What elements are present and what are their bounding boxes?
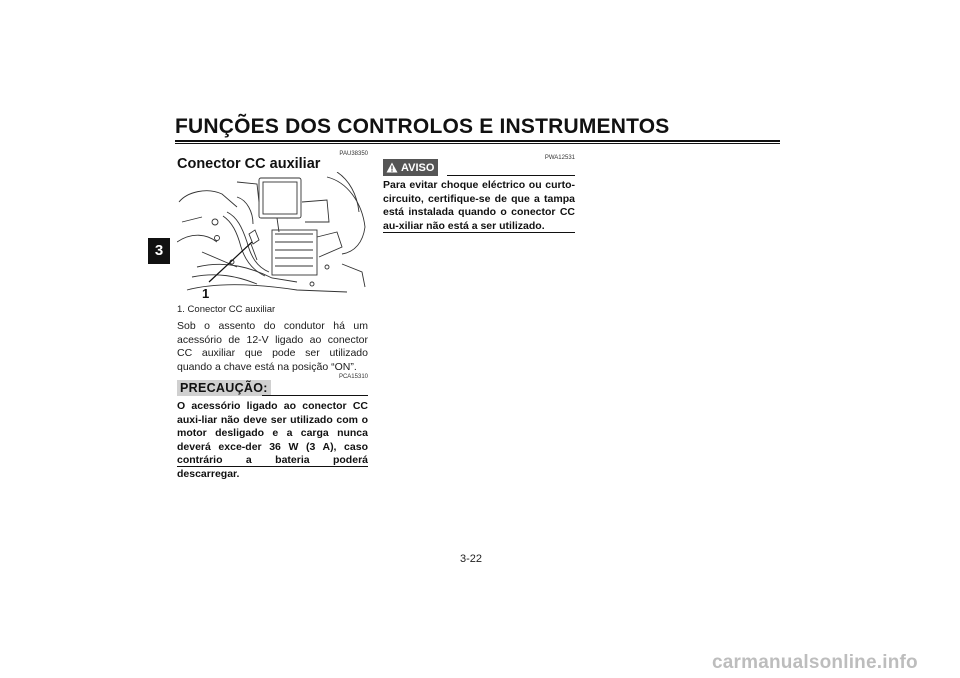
page-header-title: FUNÇÕES DOS CONTROLOS E INSTRUMENTOS (175, 115, 670, 138)
page-number: 3-22 (460, 553, 483, 565)
section-code: PAU38350 (339, 151, 368, 157)
connector-figure (177, 172, 367, 302)
body-paragraph: Sob o assento do condutor há um acessório de 12-V ligado ao conector CC auxiliar que pode ser utilizado quando a chave está na posição “ON”. (177, 320, 368, 373)
warning-code: PWA12531 (544, 155, 575, 161)
section-title: Conector CC auxiliar (177, 156, 321, 172)
warning-label: AVISO (401, 161, 435, 174)
header-rule (175, 140, 780, 144)
figure-callout-label: 1 (202, 286, 210, 301)
chapter-tab: 3 (148, 238, 170, 264)
figure-caption: 1. Conector CC auxiliar (177, 304, 276, 315)
warning-bottom-rule (383, 232, 575, 233)
engine-illustration (177, 172, 367, 302)
warning-badge (383, 159, 438, 176)
caution-rule (262, 395, 368, 396)
watermark: carmanualsonline.info (712, 652, 918, 673)
warning-text: Para evitar choque eléctrico ou curto-circuito, certifique-se de que a tampa está instalada quando o conector CC au-xiliar não está a ser utilizado. (383, 179, 575, 232)
caution-text: O acessório ligado ao conector CC auxi-liar não deve ser utilizado com o motor desligado e a carga nunca deverá exce-der 36 W (3 A), caso contrário a bateria poderá descarregar. (177, 400, 368, 480)
caution-code: PCA15310 (338, 374, 368, 380)
warning-rule (447, 175, 575, 176)
warning-triangle-icon (386, 162, 398, 173)
caution-bottom-rule (177, 466, 368, 467)
caution-badge: PRECAUÇÃO: (177, 380, 271, 396)
